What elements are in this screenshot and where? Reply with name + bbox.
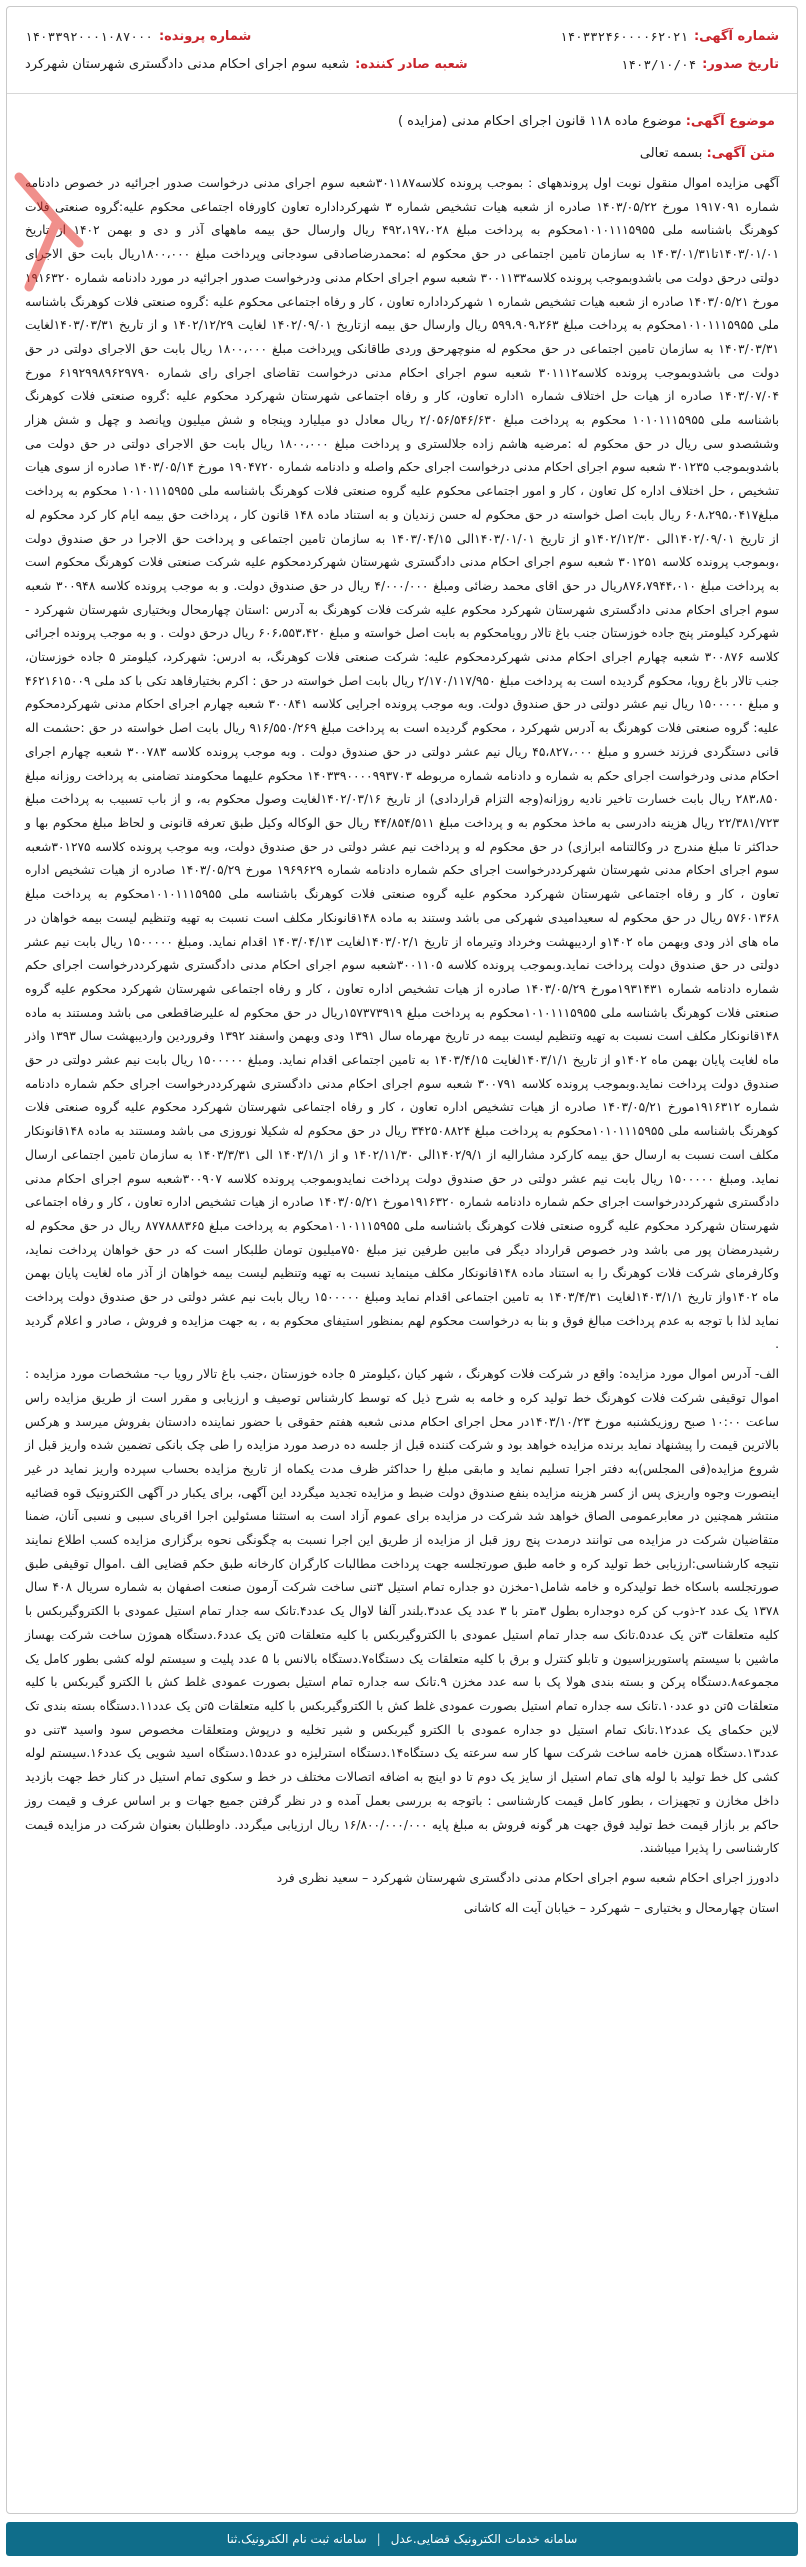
meta-row-2 — [25, 51, 779, 79]
body-heading: بسمه تعالی — [639, 146, 703, 161]
subject-value: موضوع ماده ۱۱۸ قانون اجرای احکام مدنی (مزایده ) — [397, 114, 682, 129]
case-number — [25, 23, 251, 51]
issuer-label: شعبه صادر کننده: — [355, 57, 468, 72]
subject-label: موضوع آگهی: — [685, 114, 775, 129]
meta-header — [7, 7, 797, 94]
ad-number-label: شماره آگهی: — [693, 29, 779, 44]
court-address: استان چهارمحال و بختیاری – شهرکرد – خیابان آیت اله کاشانی — [463, 1900, 779, 1915]
ad-number-value: ۱۴۰۳۳۲۴۶۰۰۰۰۶۲۰۲۱ — [560, 29, 688, 44]
signature: دادورز اجرای احکام شعبه سوم اجرای احکام مدنی دادگستری شهرستان شهرکرد – سعید نظری فرد — [276, 1870, 779, 1885]
issuer — [25, 51, 468, 79]
footer-link-adl[interactable]: سامانه خدمات الکترونیک قضایی.عدل — [390, 2532, 578, 2546]
issuer-value: شعبه سوم اجرای احکام مدنی دادگستری شهرستان شهرکرد — [25, 57, 350, 72]
footer-link-sana[interactable]: سامانه ثبت نام الکترونیک.ثنا — [226, 2532, 367, 2546]
subject-row — [7, 110, 797, 134]
footer-separator: | — [376, 2532, 381, 2546]
announcement-body — [7, 166, 797, 1920]
issue-date — [621, 51, 779, 79]
case-number-value: ۱۴۰۳۳۹۲۰۰۰۱۰۸۷۰۰۰ — [25, 29, 153, 44]
footer-bar — [6, 2522, 798, 2556]
body-paragraph-auction-details: الف- آدرس اموال مورد مزایده: واقع در شرکت فلات کوهرنگ ، شهر کیان ،کیلومتر ۵ جاده خوزستان ،جنب باغ تالار رویا ب- مشخصات مورد مزایده : اموال توقیفی شرکت فلات کوهرنگ خط تولید کره و خامه به شرح ذیل که توسط کارشناس توصیف و ارزیابی و مقرر است از طریق مزایده راس ساعت ۱۰:۰۰ صبح روزیکشنبه مورخ ۱۴۰۳/۱۰/۲۳در محل اجرای احکام مدنی شعبه هفتم حقوقی با حضور نماینده دادستان بفروش میرسد و هرکس بالاترین قیمت را پیشنهاد نماید برنده مزایده خواهد بود و شرکت کننده قبل از جلسه ده درصد مورد مزایده را طی چک بانکی تضمین شده واریز قبل از شروع مزایده(فی المجلس)به دفتر اجرا تسلیم نماید و مابقی مبلغ را حداکثر ظرف مدت یکماه از تاریخ مزایده بحساب سپرده واریز نماید در غیر اینصورت وجوه واریزی پس از کسر هزینه مزایده بنفع صندوق دولت ضبط و مزایده تجدید میگردد این آگهی، برای یکبار در آگهی الکترونیک قوه قضائیه منتشر همچنین در معابرعمومی الصاق خواهد شد شرکت در مزایده برای عموم آزاد است به استثنا مسئولین اجرا اقربای سببی و نسبی آنان، ضمنا متقاضیان شرکت در مزایده می توانند درمدت پنج روز قبل از مزایده از طریق این اجرا نسبت به چگونگی نحوه برگزاری مزایده کسب اطلاع نمایند نتیجه کارشناسی:ارزیابی خط تولید کره و خامه طبق صورتجلسه جهت پرداخت مطالبات کارگران کارخانه طبق حکم قضایی الف .اموال توقیفی طبق صورتجلسه باسکاه خط تولیدکره و خامه شامل۱-مخزن دو جداره تمام استیل ۳تنی ساخت شرکت آرمون صنعت اصفهان به شماره سریال ۴۰۸ سال ۱۳۷۸ یک عدد ۲-ذوب کن کره دوجداره بطول ۳متر با ۳ عدد یک عدد۳.بلندر آلفا لاوال یک عدد۴.تانک سه جدار تمام استیل عمودی با الکتروگیربکس با کلیه متعلقات ۳تن یک عدد۵.تانک سه جدار تمام استیل عمودی با الکتروگیربکس با کلیه متعلقات ۵تن یک عدد۶.دستگاه هموژن ساخت شرکت بهساز ماشین با سیستم پاستوریزاسیون و تابلو کنترل و برق با کلیه متعلقات یک دستگاه۷.دستگاه بالانس با ۵ عدد پلیت و سیستم لوله کشی بطور کامل یک مجموعه۸.دستگاه پرکن و بسته بندی هولا پک با سه عدد مخزن ۹.تانک سه جداره تمام استیل بصورت عمودی غلط کش با الکترو گیربکس با کلیه متعلقات ۵تن دو عدد۱۰.تانک سه جداره تمام استیل بصورت عمودی غلط کش با الکتروگیربکس با کلیه متعلقات ۵تن یک عدد۱۱.دستگاه بسته بندی تک لاین حکمای یک عدد۱۲.تانک تمام استیل دو جداره عمودی با الکترو گیربکس و شیر تخلیه و درپوش ومتعلقات مخصوص سود واسید ۳تنی دو عدد۱۳.دستگاه همزن خامه ساخت شرکت سها کار سه سرعته یک دستگاه۱۴.دستگاه استرلیزه دو عدد۱۵.دستگاه اسید شویی یک عدد۱۶.سیستم لوله کشی کل خط تولید با لوله های تمام استیل از سایز یک دوم تا دو اینچ به اضافه اتصالات مختلف در خط و سکوی تمام استیل در کنار خط جهت بازدید داخل مخازن و تجهیزات ، بطور کامل قیمت کارشناسی : باتوجه به بررسی بعمل آمده و در نظر گرفتن جمیع جهات و بر اساس عرف و قیمت روز حاکم بر بازار قیمت خط تولید فوق جهت هر گونه فروش به مبلغ پایه ۱۶/۸۰۰/۰۰۰/۰۰۰ ریال ارزیابی میگردد. داوطلبان بعنوان شرکت در مزایده قیمت کارشناسی را پذیرا میباشند. — [25, 1367, 780, 1856]
issue-date-value: ۱۴۰۳/۱۰/۰۴ — [620, 57, 697, 72]
meta-row-1 — [25, 23, 779, 51]
case-number-label: شماره پرونده: — [158, 29, 252, 44]
body-label-row — [7, 142, 797, 166]
ad-number — [560, 23, 779, 51]
body-label: متن آگهی: — [706, 146, 775, 161]
issue-date-label: تاریخ صدور: — [702, 57, 779, 72]
announcement-card — [6, 6, 798, 2514]
adl-logo-watermark-icon — [9, 157, 89, 307]
body-paragraph-cases: آگهی مزایده اموال منقول نوبت اول پروندههای : بموجب پرونده کلاسه۳۰۱۱۸۷شعبه سوم اجرای مدنی درخواست صدور اجرائیه در خصوص دادنامه شماره ۱۹۱۷۰۹۱ مورخ ۱۴۰۳/۰۵/۲۲ صادره از شعبه هیات تشخیص شماره ۳ شهرکرداداره تعاون کاورفاه اجتماعی محکوم علیه:گروه صنعتی فلات کوهرنگ باشناسه ملی ۱۰۱۰۱۱۱۵۹۵۵محکوم به پرداخت مبلغ ۴۹۲،۱۹۷،۰۲۸ ریال وارسال حق بیمه ماههای آذر و دی و بهمن ۱۴۰۲ از تاریخ ۱۴۰۳/۰۱/۰۱تا۱۴۰۳/۰۱/۳۱ به سازمان تامین اجتماعی در حق محکوم له :محمدرضاصادقی سودجانی وپرداخت مبلغ ۱۸۰۰،۰۰۰ریال بابت حق الاجرای دولتی درحق دولت می باشدوبموجب پرونده کلاسه۳۰۰۱۱۳۳ شعبه سوم اجرای احکام مدنی ودرخواست صدور اجرائیه در مورد دادنامه شماره ۱۹۱۶۳۲۰ مورخ ۱۴۰۳/۰۵/۲۱ صادره از شعبه هیات تشخیص شماره ۱ شهرکرداداره تعاون ، کار و رفاه اجتماعی محکوم علیه :گروه صنعتی فلات کوهرنگ باشناسه ملی ۱۰۱۰۱۱۱۵۹۵۵محکوم به پرداخت مبلغ ۵۹۹،۹۰۹،۲۶۳ ریال وارسال حق بیمه ازتاریخ ۱۴۰۲/۰۹/۰۱ لغایت ۱۴۰۲/۱۲/۲۹ و از تاریخ ۱۴۰۳/۰۳/۳۱لغایت ۱۴۰۳/۰۳/۳۱ به سازمان تامین اجتماعی در حق محکوم له منوچهرحق وردی طاقانکی وپرداخت مبلغ ۱۸۰۰،۰۰۰ ریال بابت حق الاجرای دولتی در حق دولت می باشدوبموجب پرونده کلاسه۳۰۱۱۱۲ شعبه سوم اجرای احکام مدنی درخواست تقاضای اجرای رای شماره ۶۱۹۲۹۹۸۹۶۲۹۷۹۰ مورخ ۱۴۰۳/۰۷/۰۴ صادره از هیات حل اختلاف شماره ۱اداره تعاون، کار و رفاه اجتماعی شهرستان شهرکرد محکوم علیه :گروه صنعتی فلات کوهرنگ باشناسه ملی ۱۰۱۰۱۱۱۵۹۵۵ محکوم به پرداخت مبلغ ۲/۰۵۶/۵۴۶/۶۳۰ ریال معادل دو میلیارد وپنجاه و شش میلیون وپانصد و چهل و شش هزار وششصدو سی ریال در حق محکوم له :مرضیه هاشم زاده جلالستری و پرداخت مبلغ ۱۸۰۰،۰۰۰ ریال بابت حق الاجرای دولتی در حق دولت می باشدوبموجب ۳۰۱۲۳۵ شعبه سوم اجرای احکام مدنی درخواست اجرای حکم واصله و دادنامه شماره ۱۹۰۴۷۲۰ مورخ ۱۴۰۳/۰۵/۱۴ صادره از سوی هیات تشخیص ، حل اختلاف اداره کل تعاون ، کار و امور اجتماعی محکوم علیه گروه صنعتی فلات کوهرنگ باشناسه ملی ۱۰۱۰۱۱۱۵۹۵۵ محکوم به پرداخت مبلغ۶۰۸،۲۹۵،۰۴۱۷ ریال بابت اصل خواسته در حق محکوم له حسن زندیان و به استناد ماده ۱۴۸ قانون کار ، پرداخت حق بیمه ایام کار کرد محکوم له از تاریخ ۱۴۰۲/۰۹/۰۱الی ۱۴۰۲/۱۲/۳۰و از تاریخ ۱۴۰۳/۰۱/۰۱الی ۱۴۰۳/۰۴/۱۵ به سازمان تامین اجتماعی و پرداخت حق الاجرا در حق صندوق دولت ،وبموجب پرونده کلاسه ۳۰۱۲۵۱ شعبه سوم اجرای احکام مدنی دادگستری شهرستان شهرکردمحکوم علیه شرکت صنعتی فلات کوهرنگ محکوم است به پرداخت مبلغ ۸۷۶،۷۹۴۴،۰۱۰ریال در حق اقای محمد رضائی ومبلغ ۴/۰۰۰/۰۰۰ ریال در حق صندوق دولت. و به موجب پرونده کلاسه ۳۰۰۹۴۸ شعبه سوم اجرای احکام مدنی دادگستری شهرستان شهرکرد محکوم علیه شرکت فلات کوهرنگ به آدرس :استان چهارمحال وبختیاری شهرستان شهرکرد - شهرکرد کیلومتر پنج جاده خوزستان جنب باغ تالار رویامحکوم به بابت اصل خواسته و مبلغ ۶۰۶،۵۵۳،۴۲۰ ریال درحق دولت . و به موجب پرونده اجرائی کلاسه ۳۰۰۸۷۶ شعبه چهارم اجرای احکام مدنی شهرکردمحکوم علیه: شرکت صنعتی فلات کوهرنگ، به ادرس: شهرکرد، کیلومتر ۵ جاده خوزستان، جنب تالار باغ رویا، محکوم گردیده است به پرداخت مبلغ ۲/۱۷۰/۱۱۷/۹۵۰ ریال بابت اصل خواسته در حق : اکرم بختیارفاهد تکی با کد ملی ۴۶۲۱۶۱۵۰۰۹ و مبلغ ۱۵۰۰۰۰۰ ریال نیم عشر دولتی در حق صندوق دولت. وبه موجب پرونده اجرایی کلاسه ۳۰۰۸۴۱ شعبه چهارم اجرای احکام مدنی شهرکردمحکوم علیه: گروه صنعتی فلات کوهرنگ به آدرس شهرکرد ، محکوم گردیده است به پرداخت مبلغ ۹۱۶/۵۵۰/۲۶۹ ریال بابت اصل خواسته در حق :حشمت اله قانی دستگردی فرزند خسرو و مبلغ ۴۵،۸۲۷،۰۰۰ ریال نیم عشر دولتی در حق صندوق دولت . وبه موجب پرونده کلاسه ۳۰۰۷۸۳ شعبه چهارم اجرای احکام مدنی ودرخواست اجرای حکم به شماره و دادنامه شماره مربوطه ۱۴۰۳۳۹۰۰۰۰۹۹۳۷۰۳ محکوم علیهما محکومند تضامنی به پرداخت روزانه مبلغ ۲۸۳،۸۵۰ ریال بابت خسارت تاخیر نادیه روزانه(وجه التزام قراردادی) از تاریخ ۱۴۰۲/۰۳/۱۶لغایت وصول محکوم به، و از باب تسبیب به پرداخت مبلغ ۲۲/۳۸۱/۷۲۳ ریال هزینه دادرسی به ماخذ محکوم به و پرداخت مبلغ ۴۴/۸۵۴/۵۱۱ ریال حق الوکاله وکیل طبق تعرفه قانونی و لحاظ مبلغ محکوم بها و حداکثر تا مبلغ مندرج در وکالتنامه ابرازی) در حق محکوم له و پرداخت نیم عشر دولتی در حق صندوق دولت، وبه موجب پرونده کلاسه ۳۰۱۲۷۵شعبه سوم اجرای احکام مدنی شهرستان شهرکرددرخواست اجرای حکم شماره دادنامه شماره ۱۹۶۹۶۲۹ مورخ ۱۴۰۳/۰۵/۲۹ صادره از هیات تشخیص اداره تعاون ، کار و رفاه اجتماعی شهرستان شهرکرد محکوم علیه گروه صنعتی فلات کوهرنگ باشناسه ملی ۱۰۱۰۱۱۱۵۹۵۵محکوم به پرداخت مبلغ ۵۷۶۰۱۳۶۸ ریال در حق محکوم له سعیدامیدی شهرکی می باشد وستند به ماده ۱۴۸قانونکار مکلف است نسبت به تهیه وتنظیم لیست بیمه خواهان در ماه های اذر ودی وبهمن ماه ۱۴۰۲و اردیبهشت وخرداد وتیرماه از تاریخ ۱۴۰۳/۰۲/۱لغایت ۱۴۰۳/۰۴/۱۳ اقدام نماید. ومبلغ ۱۵۰۰۰۰۰ ریال بابت نیم عشر دولتی در حق صندوق دولت پرداخت نماید.وبموجب پرونده کلاسه ۳۰۰۱۱۰۵شعبه سوم اجرای احکام مدنی دادگستری شهرکرددرخواست اجرای حکم شماره دادنامه شماره ۱۹۳۱۴۳۱مورخ ۱۴۰۳/۰۵/۲۹ صادره از هیات تشخیص اداره تعاون ، کار و رفاه اجتماعی شهرستان شهرکرد محکوم علیه گروه صنعتی فلات کوهرنگ باشناسه ملی ۱۰۱۰۱۱۱۵۹۵۵محکوم به پرداخت مبلغ ۱۵۷۳۷۳۹۱۹ریال در حق محکوم له علیرضاقطعی می باشد ومستند به ماده ۱۴۸قانونکار مکلف است نسبت به تهیه وتنظیم لیست بیمه در تاریخ مهرماه سال ۱۳۹۱ ودی وبهمن واسفند ۱۳۹۲ وفروردین واردیبهشت سال ۱۳۹۳ واذر ماه لغایت پایان بهمن ماه ۱۴۰۲و از تاریخ ۱۴۰۳/۱/۱لغایت ۱۴۰۳/۴/۱۵ به تامین اجتماعی اقدام نماید. ومبلغ ۱۵۰۰۰۰۰ ریال بابت نیم عشر دولتی در حق صندوق دولت پرداخت نماید.وبموجب پرونده کلاسه ۳۰۰۷۹۱ شعبه سوم اجرای احکام مدنی دادگستری شهرکرددرخواست اجرای حکم شماره دادنامه شماره ۱۹۱۶۳۱۲مورخ ۱۴۰۳/۰۵/۲۱ صادره از هیات تشخیص اداره تعاون ، کار و رفاه اجتماعی شهرستان شهرکرد محکوم علیه گروه صنعتی فلات کوهرنگ باشناسه ملی ۱۰۱۰۱۱۱۵۹۵۵محکوم به پرداخت مبلغ ۳۴۲۵۰۸۸۲۴ ریال در حق محکوم له شکیلا نوروزی می باشد ومستند به ماده ۱۴۸قانونکار مکلف است نسبت به ارسال حق بیمه کارکرد مشارالیه از ۱۴۰۲/۹/۱الی ۱۴۰۲/۱۱/۳۰ و از ۱۴۰۳/۱/۱ الی ۱۴۰۳/۳/۳۱ به سازمان تامین اجتماعی ارسال نماید. ومبلغ ۱۵۰۰۰۰۰ ریال بابت نیم عشر دولتی در حق صندوق دولت پرداخت نمایدوبموجب پرونده کلاسه ۳۰۰۹۰۷شعبه سوم اجرای احکام مدنی دادگستری شهرکرددرخواست اجرای حکم شماره دادنامه شماره ۱۹۱۶۳۲۰مورخ ۱۴۰۳/۰۵/۲۱ صادره از هیات تشخیص اداره تعاون ، کار و رفاه اجتماعی شهرستان شهرکرد محکوم علیه گروه صنعتی فلات کوهرنگ باشناسه ملی ۱۰۱۰۱۱۱۵۹۵۵محکوم به پرداخت مبلغ ۸۷۷۸۸۸۳۶۵ ریال در حق محکوم له رشیدرمضان پور می باشد ودر خصوص قرارداد دیگر فی مابین طرفین نیز مبلغ ۷۵۰میلیون تومان طلبکار است که در حق خواهان پرداخت نماید، وکارفرمای شرکت فلات کوهرنگ را به استناد ماده ۱۴۸قانونکار مکلف مینماید نسبت به تهیه وتنظیم لیست بیمه خواهان از آذر ماه لغایت پایان بهمن ماه ۱۴۰۲واز تاریخ ۱۴۰۳/۱/۱لغایت ۱۴۰۳/۴/۳۱ به تامین اجتماعی اقدام نماید ومبلغ ۱۵۰۰۰۰۰ ریال بابت نیم عشر دولتی در حق صندوق دولت پرداخت نماید لذا با توجه به عدم پرداخت مبالغ فوق و بنا به درخواست محکوم لهم بمنظور استیفای محکوم به ، به جهت مزایده و فروش ، صادر و اعلام گردید . — [25, 176, 780, 1352]
